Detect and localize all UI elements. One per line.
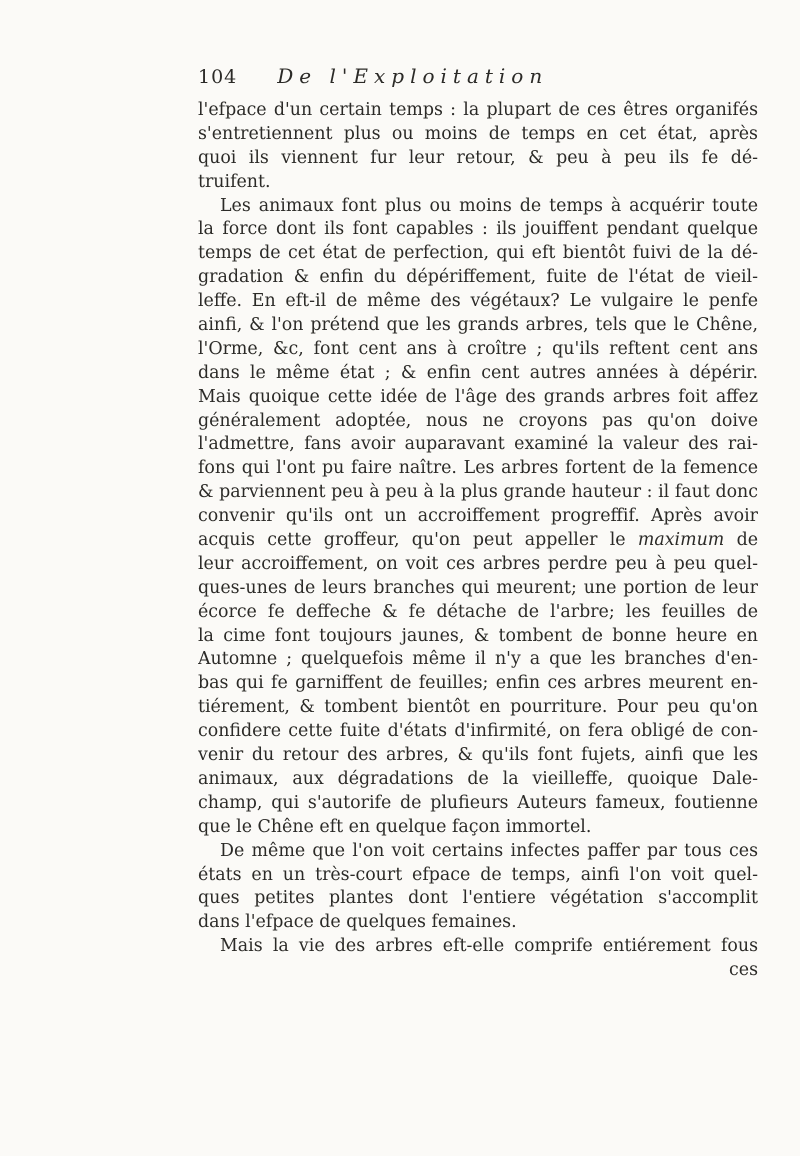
text-line: gradation & enfin du dépériffement, fuite de l'état de vieil- — [198, 267, 758, 288]
text-line: animaux, aux dégradations de la vieilleffe, quoique Dale- — [198, 768, 758, 789]
text-line: états en un très-court efpace de temps, ainfi l'on voit quel- — [198, 864, 758, 885]
text-line: temps de cet état de perfection, qui eft bientôt fuivi de la dé- — [198, 243, 758, 264]
text-line: Automne ; quelquefois même il n'y a que les branches d'en- — [198, 649, 758, 670]
text-line: la force dont ils font capables : ils jouiffent pendant quelque — [198, 219, 758, 240]
text-line: confidere cette fuite d'états d'infirmité, on fera obligé de con- — [198, 721, 758, 742]
text-line: l'efpace d'un certain temps : la plupart de ces êtres organifés — [198, 100, 758, 120]
text-line: champ, qui s'autorife de plufieurs Auteurs fameux, foutienne — [198, 792, 758, 813]
italic-term: maximum — [637, 530, 725, 551]
text-line: convenir qu'ils ont un accroiffement progreffif. Après avoir — [198, 506, 758, 527]
text-line: tiérement, & tombent bientôt en pourriture. Pour peu qu'on — [198, 697, 758, 718]
paragraph-start-line: Mais la vie des arbres eft-elle comprife entiérement fous — [220, 936, 758, 957]
body-text — [198, 99, 758, 983]
page-header — [198, 64, 718, 100]
text-segment: de — [724, 530, 758, 551]
text-line: Mais quoique cette idée de l'âge des grands arbres foit affez — [198, 386, 758, 407]
page-number: 104 — [198, 66, 238, 88]
text-line: que le Chêne eft en quelque façon immortel. — [198, 816, 592, 837]
text-line: l'admettre, fans avoir auparavant examiné la valeur des rai- — [198, 434, 758, 455]
text-line: généralement adoptée, nous ne croyons pas qu'on doive — [198, 410, 758, 431]
paragraph-start-line: Les animaux font plus ou moins de temps à acquérir toute — [220, 195, 758, 216]
text-line: écorce fe deffeche & fe détache de l'arbre; les feuilles de — [198, 601, 758, 622]
text-line: truifent. — [198, 171, 271, 192]
text-line-with-italic — [198, 529, 758, 553]
text-line: fons qui l'ont pu faire naître. Les arbres fortent de la femence — [198, 458, 758, 479]
text-line: l'Orme, &c, font cent ans à croître ; qu'ils reftent cent ans — [198, 338, 758, 359]
text-line: dans le même état ; & enfin cent autres années à dépérir. — [198, 362, 758, 383]
text-line: bas qui fe garniffent de feuilles; enfin ces arbres meurent en- — [198, 673, 758, 694]
text-line: quoi ils viennent fur leur retour, & peu à peu ils fe dé- — [198, 147, 758, 168]
text-line: la cime font toujours jaunes, & tombent de bonne heure en — [198, 625, 758, 646]
text-line: ainfi, & l'on prétend que les grands arbres, tels que le Chêne, — [198, 315, 758, 336]
text-line: dans l'efpace de quelques femaines. — [198, 912, 517, 933]
text-line: leur accroiffement, on voit ces arbres perdre peu à peu quel- — [198, 553, 758, 574]
text-segment: acquis cette groffeur, qu'on peut appeller le — [198, 530, 626, 551]
running-title: De l'Exploitation — [277, 64, 549, 88]
text-line: leffe. En eft-il de même des végétaux? Le vulgaire le penfe — [198, 291, 758, 312]
paragraph-start-line: De même que l'on voit certains infectes paffer par tous ces — [220, 840, 758, 861]
text-line: ques-unes de leurs branches qui meurent; une portion de leur — [198, 577, 758, 598]
text-line: & parviennent peu à peu à la plus grande hauteur : il faut donc — [198, 482, 758, 503]
text-line: venir du retour des arbres, & qu'ils font fujets, ainfi que les — [198, 745, 758, 766]
text-line: s'entretiennent plus ou moins de temps en cet état, après — [198, 123, 758, 144]
text-line: ques petites plantes dont l'entiere végétation s'accomplit — [198, 888, 758, 909]
catchword: ces — [729, 960, 758, 981]
